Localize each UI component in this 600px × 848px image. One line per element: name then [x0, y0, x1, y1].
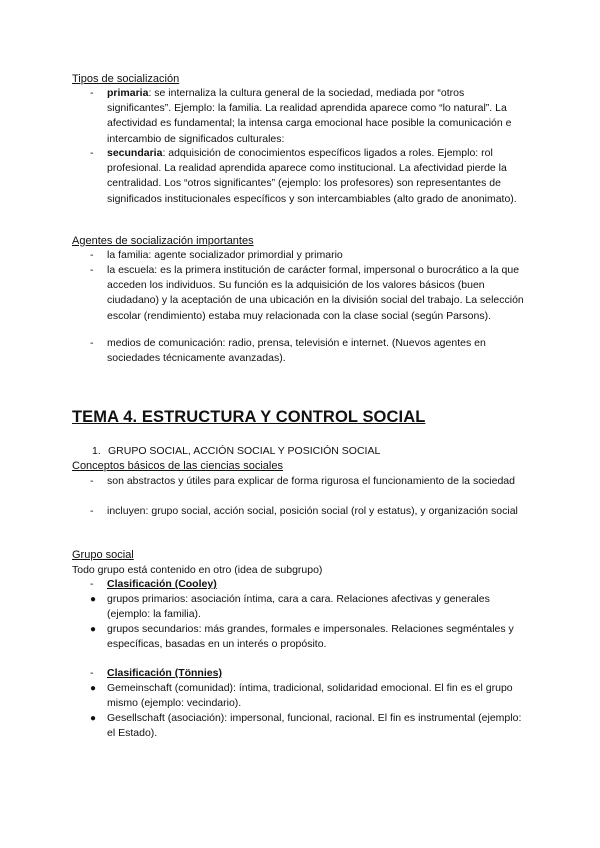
- classification-heading: Clasificación (Cooley): [107, 578, 217, 590]
- bullet-marker: ●: [90, 713, 97, 724]
- dash-marker: -: [90, 264, 94, 276]
- list-item-secundarios: [90, 622, 530, 652]
- list-item-concepto-2: [90, 504, 530, 519]
- list-item-medios: [90, 336, 530, 366]
- dash-marker: -: [90, 505, 94, 517]
- item-text: incluyen: grupo social, acción social, posición social (rol y estatus), y organización social: [107, 505, 518, 517]
- dash-marker: -: [90, 578, 94, 590]
- item-text: : adquisición de conocimientos específicos ligados a roles. Ejemplo: rol profesional. La realidad aprendida aparece como institucional. La afectividad pierde la centralidad. Los “otros significantes” (ejemplo: los profesores) son representantes de significados institucionales específicos y son intercambiables (alto grado de anonimato).: [107, 147, 517, 205]
- dash-marker: -: [90, 337, 94, 349]
- tonnies-heading: [90, 666, 530, 681]
- item-text: la escuela: es la primera institución de carácter formal, impersonal o burocrático a la que acceden los individuos. Su función es la adquisición de los valores básicos (buen ciudadano) y la aceptación de una ubicación en la división social del trabajo. La selección escolar (rendimiento) estaba muy relacionada con la clase social (según Parsons).: [107, 264, 524, 322]
- section-title-agentes: Agentes de socialización importantes: [72, 235, 254, 247]
- list-item-secundaria: [90, 146, 530, 207]
- dash-marker: -: [90, 475, 94, 487]
- list-item-familia: [90, 248, 530, 263]
- list-item-gemeinschaft: [90, 681, 530, 711]
- list-item-body: [107, 146, 530, 207]
- item-text: medios de comunicación: radio, prensa, televisión e internet. (Nuevos agentes en sociedades técnicamente avanzadas).: [107, 337, 486, 365]
- number-marker: 1.: [92, 445, 101, 457]
- bullet-marker: ●: [90, 594, 97, 605]
- numbered-heading: [92, 444, 380, 458]
- classification-heading: Clasificación (Tönnies): [107, 667, 222, 679]
- item-text: : se internaliza la cultura general de la sociedad, mediada por “otros significantes”. Ejemplo: la familia. La realidad aprendida aparece como “lo natural”. La afectividad es fundamental; la intensa carga emocional hace posible la comunicación e intercambio de significados culturales:: [107, 87, 512, 145]
- list-item-concepto-1: [90, 474, 530, 489]
- bullet-marker: ●: [90, 683, 97, 694]
- grupo-intro: Todo grupo está contenido en otro (idea de subgrupo): [72, 564, 323, 576]
- item-text: son abstractos y útiles para explicar de forma rigurosa el funcionamiento de la sociedad: [107, 475, 515, 487]
- dash-marker: -: [90, 87, 94, 99]
- item-text: Gemeinschaft (comunidad): íntima, tradicional, solidaridad emocional. El fin es el grupo mismo (ejemplo: vecindario).: [107, 682, 513, 710]
- term-secundaria: secundaria: [107, 147, 163, 159]
- section-title-grupo: Grupo social: [72, 549, 134, 561]
- bullet-marker: ●: [90, 624, 97, 635]
- section-title-tipos: Tipos de socialización: [72, 73, 180, 85]
- item-text: grupos primarios: asociación íntima, cara a cara. Relaciones afectivas y generales (ejemplo: la familia).: [107, 593, 490, 621]
- list-item-body: [107, 86, 530, 147]
- list-item-gesellschaft: [90, 711, 530, 741]
- cooley-heading: [90, 577, 530, 592]
- list-item-escuela: [90, 263, 530, 324]
- numbered-heading-text: GRUPO SOCIAL, ACCIÓN SOCIAL Y POSICIÓN SOCIAL: [108, 445, 381, 457]
- page-title: TEMA 4. ESTRUCTURA Y CONTROL SOCIAL: [72, 408, 426, 426]
- item-text: grupos secundarios: más grandes, formales e impersonales. Relaciones segméntales y específicas, basadas en un interés o propósito.: [107, 623, 514, 651]
- dash-marker: -: [90, 249, 94, 261]
- dash-marker: -: [90, 667, 94, 679]
- term-primaria: primaria: [107, 87, 149, 99]
- section-title-conceptos: Conceptos básicos de las ciencias sociales: [72, 460, 283, 472]
- dash-marker: -: [90, 147, 94, 159]
- item-text: la familia: agente socializador primordial y primario: [107, 249, 343, 261]
- item-text: Gesellschaft (asociación): impersonal, funcional, racional. El fin es instrumental (ejemplo: el Estado).: [107, 712, 522, 740]
- list-item-primarios: [90, 592, 530, 622]
- list-item-primaria: [90, 86, 530, 147]
